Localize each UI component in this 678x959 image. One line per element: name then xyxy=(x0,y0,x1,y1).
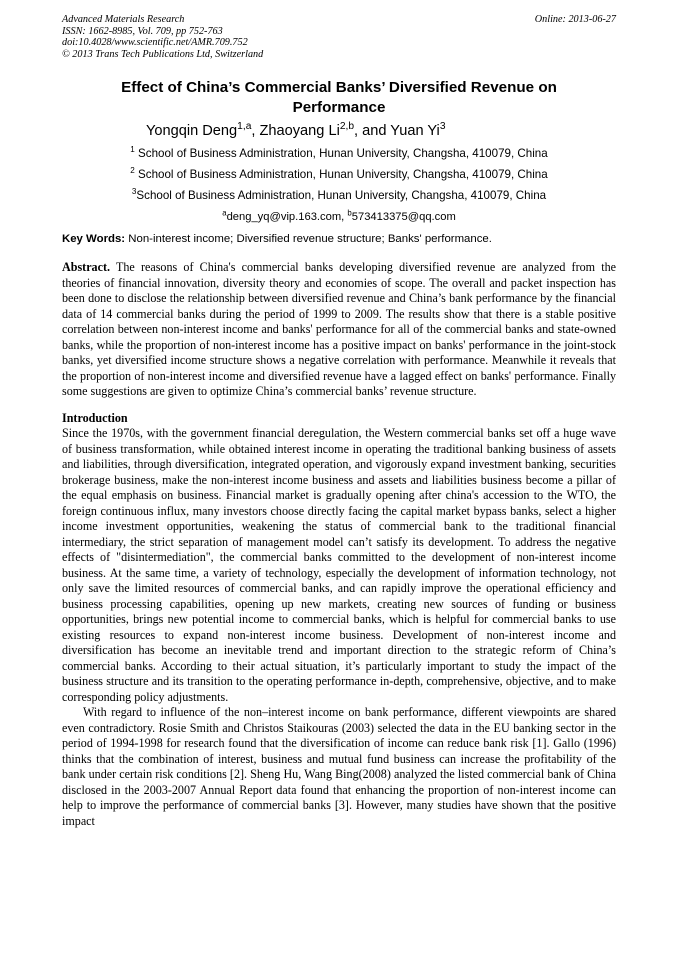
affiliation-text: School of Business Administration, Hunan University, Changsha, 410079, China xyxy=(134,147,548,161)
affiliation-2 xyxy=(62,164,616,185)
author-superscript: 1,a xyxy=(237,121,252,133)
email-list xyxy=(62,208,616,226)
author-name: Zhaoyang Li xyxy=(259,123,340,140)
doi-line: doi:10.4028/www.scientific.net/AMR.709.752 xyxy=(62,37,248,49)
abstract-text: The reasons of China's commercial banks developing diversified revenue are analyzed from the theories of financial innovation, diversity theory and economies of scope. The overall and packet inspection has been done to disclose the relationship between diversified revenue and China’s bank performance by the financial data of 14 commercial banks during the period of 1999 to 2009. The results show that there is a stable positive correlation between non-interest income and banks' performance for all of the commercial banks and state-owned banks, while the proportion of non-interest income has a positive impact on banks' performance in the joint-stock banks, yet diversified income structure shows a negative correlation with performance. Meanwhile it reveals that the proportion of non-interest income and diversified revenue have a lagged effect on banks' performance. Finally some suggestions are given to optimize China’s commercial banks’ revenue structure. xyxy=(62,260,616,399)
journal-name: Advanced Materials Research xyxy=(62,14,185,25)
email-separator: , xyxy=(341,211,348,224)
affiliation-marker: 3 xyxy=(131,187,137,197)
issn-line: ISSN: 1662-8985, Vol. 709, pp 752-763 xyxy=(62,25,223,37)
author-separator: , xyxy=(251,123,260,140)
abstract-label: Abstract. xyxy=(62,260,111,275)
author-superscript: 3 xyxy=(439,121,446,133)
author-separator: , and xyxy=(354,123,391,140)
email-link[interactable]: deng_yq@vip.163.com xyxy=(226,211,342,224)
affiliation-1 xyxy=(62,143,616,164)
paper-page xyxy=(62,14,616,829)
affiliation-text: School of Business Administration, Hunan University, Changsha, 410079, China xyxy=(136,189,547,203)
email-marker: a xyxy=(222,208,227,218)
keywords-text: Non-interest income; Diversified revenue structure; Banks' performance. xyxy=(125,233,492,246)
online-date: Online: 2013-06-27 xyxy=(534,14,616,25)
affiliation-marker: 2 xyxy=(130,166,135,176)
paper-title: Effect of China’s Commercial Banks’ Diversified Revenue on Performance xyxy=(121,79,557,117)
author-name: Yongqin Deng xyxy=(146,123,238,140)
email-link[interactable]: 573413375@qq.com xyxy=(351,211,456,224)
keywords-label: Key Words: xyxy=(62,233,126,246)
journal-header xyxy=(62,14,616,60)
copyright-line: © 2013 Trans Tech Publications Ltd, Switzerland xyxy=(62,48,264,60)
affiliation-3 xyxy=(62,185,616,206)
abstract xyxy=(62,260,616,400)
author-superscript: 2,b xyxy=(339,121,355,133)
author-list xyxy=(62,122,616,141)
keywords xyxy=(62,232,616,246)
section-heading-introduction: Introduction xyxy=(62,410,128,425)
intro-paragraph-2: With regard to influence of the non–interest income on bank performance, different viewpoints are shared even contradictory. Rosie Smith and Christos Staikouras (2003) selected the data in the EU banking sector in the period of 1994-1998 for research found that the diversification of income can reduce bank risk [1]. Gallo (1996) thinks that the combination of interest, business and mutual fund business can increase the profitability of the bank under certain risk conditions [2]. Sheng Hu, Wang Bing(2008) analyzed the listed commercial bank of China disclosed in the 2003-2007 Annual Report data found that enhancing the proportion of non-interest income can help to improve the performance of commercial banks [3]. However, many studies have shown that the positive impact xyxy=(62,705,616,828)
email-marker: b xyxy=(347,208,352,218)
affiliation-marker: 1 xyxy=(130,145,135,155)
author-name: Yuan Yi xyxy=(390,123,440,140)
affiliation-text: School of Business Administration, Hunan University, Changsha, 410079, China xyxy=(134,168,548,182)
intro-paragraph-1: Since the 1970s, with the government financial deregulation, the Western commercial banks set off a huge wave of business transformation, while obtained interest income in operating the traditional banking business of assets and liabilities, through diversification, integrated operation, and vigorously expand investment banking, securities brokerage business, make the non-interest income business and assets and liabilities business become a pillar of the equal emphasis on business. Financial market is gradually opening after china's accession to the WTO, the foreign continuous influx, many investors choose directly facing the capital market bypass banks, select a higher income investment opportunities, weakening the status of commercial bank to the traditional financial intermediary, the strict separation of management model can’t satisfy its development. To address the negative effects of "disintermediation", the commercial banks committed to the development of non-interest income business. At the same time, a variety of technology, especially the development of information technology, not only save the limited resources of commercial banks, and can rapidly improve the operational efficiency and business processing capabilities, opening up new markets, creating new sources of funding or business opportunities, brings new potential income to commercial banks, which is helpful for commercial banks to use existing resources to expand non-interest income business. Development of non-interest income and diversification has become an inevitable trend and important direction to the strategic reform of China’s commercial banks. According to their actual situation, it’s particularly important to study the impact of the business structure and its transition to the operating performance in-depth, comprehensive, objective, and to make corresponding policy adjustments. xyxy=(62,426,616,704)
